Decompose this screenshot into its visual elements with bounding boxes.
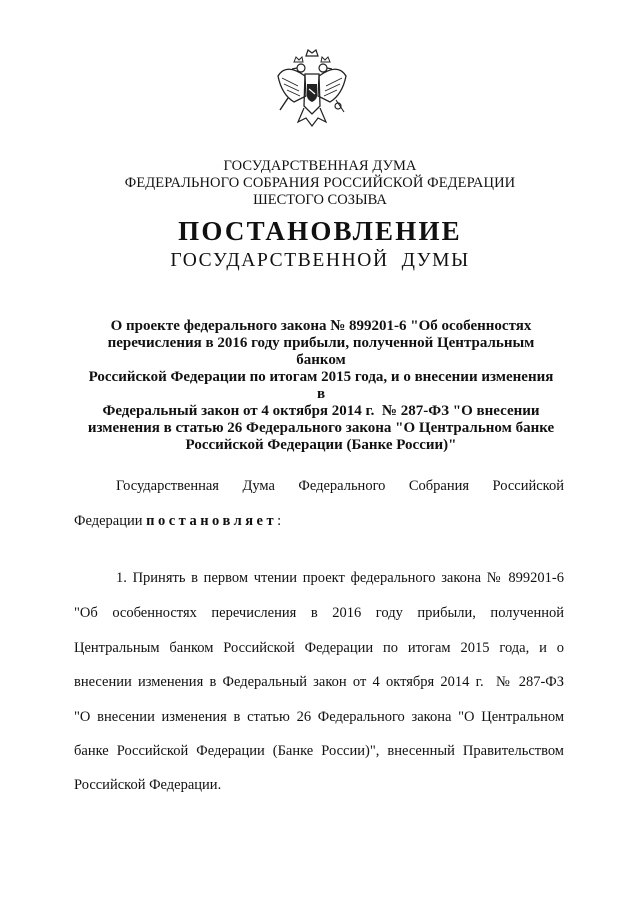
- preamble-start: Федерации: [74, 513, 147, 529]
- clause-1-line: "Об особенностях перечисления в 2016 году прибыли, полученной: [74, 605, 564, 621]
- clause-1-line: 1. Принять в первом чтении проект федерального закона № 899201-6: [116, 570, 564, 586]
- subject-line: Федеральный закон от 4 октября 2014 г. № 287-ФЗ "О внесении: [102, 403, 540, 419]
- subject-line: Российской Федерации по итогам 2015 года, и о внесении изменения в: [88, 369, 554, 402]
- clause-1-line: Центральным банком Российской Федерации по итогам 2015 года, и о: [74, 640, 564, 656]
- org-line-1: ГОСУДАРСТВЕННАЯ ДУМА: [223, 158, 417, 174]
- subject-block: [86, 318, 556, 454]
- clause-1-line: "О внесении изменения в статью 26 Федерального закона "О Центральном: [74, 709, 564, 725]
- clause-1-line: банке Российской Федерации (Банке России)", внесенный Правительством: [74, 743, 564, 759]
- preamble-line-1: Государственная Дума Федерального Собрания Российской: [116, 478, 564, 494]
- subject-line: изменения в статью 26 Федерального закона "О Центральном банке: [87, 420, 555, 436]
- resolution-verb: постановляет: [146, 513, 278, 529]
- org-line-2: ФЕДЕРАЛЬНОГО СОБРАНИЯ РОССИЙСКОЙ ФЕДЕРАЦИИ: [124, 175, 516, 191]
- subject-line: Российской Федерации (Банке России)": [185, 437, 457, 453]
- clause-1-line: внесении изменения в Федеральный закон от 4 октября 2014 г. № 287-ФЗ: [74, 674, 564, 690]
- subject-line: перечисления в 2016 году прибыли, полученной Центральным банком: [107, 335, 535, 368]
- document-subtitle: ГОСУДАРСТВЕННОЙ ДУМЫ: [170, 250, 470, 271]
- preamble-end: :: [277, 513, 282, 529]
- coat-of-arms-icon: [272, 46, 352, 140]
- subject-line: О проекте федерального закона № 899201-6 "Об особенностях: [110, 318, 532, 334]
- clause-1-line: Российской Федерации.: [74, 777, 222, 793]
- document-title: ПОСТАНОВЛЕНИЕ: [178, 216, 462, 246]
- preamble-line-2: [74, 513, 281, 530]
- org-line-3: ШЕСТОГО СОЗЫВА: [253, 192, 387, 208]
